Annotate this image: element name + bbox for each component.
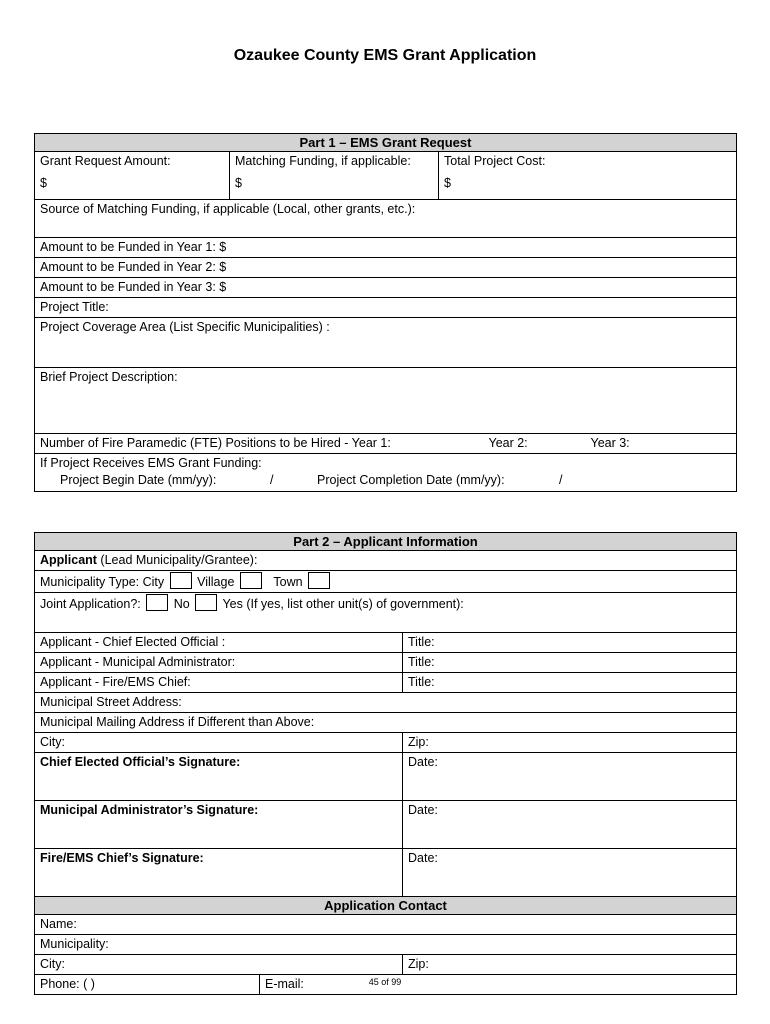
chief-signature-field[interactable]: [35, 753, 403, 801]
city-checkbox[interactable]: [170, 572, 192, 589]
municipal-admin-title-field[interactable]: Title:: [403, 653, 737, 673]
page-title: Ozaukee County EMS Grant Application: [233, 47, 537, 64]
no-label: No: [173, 597, 190, 611]
contact-city-field[interactable]: City:: [35, 955, 403, 975]
dollar-sign: $: [40, 176, 47, 190]
admin-signature-label: Municipal Administrator’s Signature:: [40, 803, 259, 817]
part1-header: Part 1 – EMS Grant Request: [35, 134, 737, 152]
fte-year3-label: Year 3:: [590, 436, 630, 450]
dollar-sign: $: [444, 176, 451, 190]
contact-zip-field[interactable]: Zip:: [403, 955, 737, 975]
admin-signature-field[interactable]: [35, 801, 403, 849]
completion-date-label: Project Completion Date (mm/yy):: [317, 473, 505, 487]
fire-signature-date-field[interactable]: Date:: [403, 849, 737, 897]
fire-signature-field[interactable]: [35, 849, 403, 897]
joint-application-label: Joint Application?:: [40, 597, 141, 611]
town-label: Town: [273, 575, 303, 589]
contact-phone-field[interactable]: Phone: ( ): [35, 975, 260, 995]
contact-header: Application Contact: [35, 897, 737, 915]
applicant-label-rest: (Lead Municipality/Grantee):: [96, 553, 258, 567]
part2-header: Part 2 – Applicant Information: [35, 533, 737, 551]
chief-elected-title-field[interactable]: Title:: [403, 633, 737, 653]
grant-request-amount-label: Grant Request Amount:: [40, 154, 171, 168]
chief-signature-label: Chief Elected Official’s Signature:: [40, 755, 241, 769]
coverage-area-field[interactable]: Project Coverage Area (List Specific Municipalities) :: [35, 318, 737, 368]
contact-municipality-field[interactable]: Municipality:: [35, 935, 737, 955]
total-project-cost-field[interactable]: [439, 152, 737, 200]
joint-application-field: [35, 593, 737, 633]
municipality-type-label: Municipality Type: City: [40, 575, 165, 589]
fte-year2-label: Year 2:: [488, 436, 528, 450]
fire-chief-title-field[interactable]: Title:: [403, 673, 737, 693]
contact-name-field[interactable]: Name:: [35, 915, 737, 935]
chief-signature-date-field[interactable]: Date:: [403, 753, 737, 801]
matching-funding-field[interactable]: [230, 152, 439, 200]
joint-yes-checkbox[interactable]: [195, 594, 217, 611]
joint-no-checkbox[interactable]: [146, 594, 168, 611]
contact-email-field[interactable]: E-mail:: [260, 975, 737, 995]
dollar-sign: $: [235, 176, 242, 190]
begin-date-label: Project Begin Date (mm/yy):: [60, 473, 217, 487]
town-checkbox[interactable]: [308, 572, 330, 589]
chief-elected-field[interactable]: Applicant - Chief Elected Official :: [35, 633, 403, 653]
source-matching-field[interactable]: Source of Matching Funding, if applicable (Local, other grants, etc.):: [35, 200, 737, 238]
fire-chief-field[interactable]: Applicant - Fire/EMS Chief:: [35, 673, 403, 693]
fte-positions-field[interactable]: [35, 434, 737, 454]
year1-field[interactable]: Amount to be Funded in Year 1: $: [35, 238, 737, 258]
village-label: Village: [197, 575, 235, 589]
total-project-cost-label: Total Project Cost:: [444, 154, 546, 168]
project-title-field[interactable]: Project Title:: [35, 298, 737, 318]
municipality-type-field: [35, 571, 737, 593]
street-address-field[interactable]: Municipal Street Address:: [35, 693, 737, 713]
year2-field[interactable]: Amount to be Funded in Year 2: $: [35, 258, 737, 278]
applicant-label-bold: Applicant: [40, 553, 97, 567]
matching-funding-label: Matching Funding, if applicable:: [235, 154, 411, 168]
year3-field[interactable]: Amount to be Funded in Year 3: $: [35, 278, 737, 298]
project-dates-field[interactable]: [35, 454, 737, 492]
grant-request-amount-field[interactable]: [35, 152, 230, 200]
city-field[interactable]: City:: [35, 733, 403, 753]
zip-field[interactable]: Zip:: [403, 733, 737, 753]
completion-date-slash: /: [559, 473, 563, 487]
begin-date-slash: /: [270, 473, 274, 487]
applicant-field[interactable]: [35, 551, 737, 571]
admin-signature-date-field[interactable]: Date:: [403, 801, 737, 849]
municipal-admin-field[interactable]: Applicant - Municipal Administrator:: [35, 653, 403, 673]
yes-label: Yes (If yes, list other unit(s) of government):: [222, 597, 464, 611]
brief-description-field[interactable]: Brief Project Description:: [35, 368, 737, 434]
village-checkbox[interactable]: [240, 572, 262, 589]
mailing-address-field[interactable]: Municipal Mailing Address if Different than Above:: [35, 713, 737, 733]
page-number: 45 of 99: [368, 977, 402, 987]
fte-year1-label: Number of Fire Paramedic (FTE) Positions to be Hired - Year 1:: [40, 436, 391, 450]
part1-table: [34, 133, 737, 492]
fire-signature-label: Fire/EMS Chief’s Signature:: [40, 851, 204, 865]
if-receives-label: If Project Receives EMS Grant Funding:: [40, 456, 262, 470]
part2-table: [34, 532, 737, 995]
